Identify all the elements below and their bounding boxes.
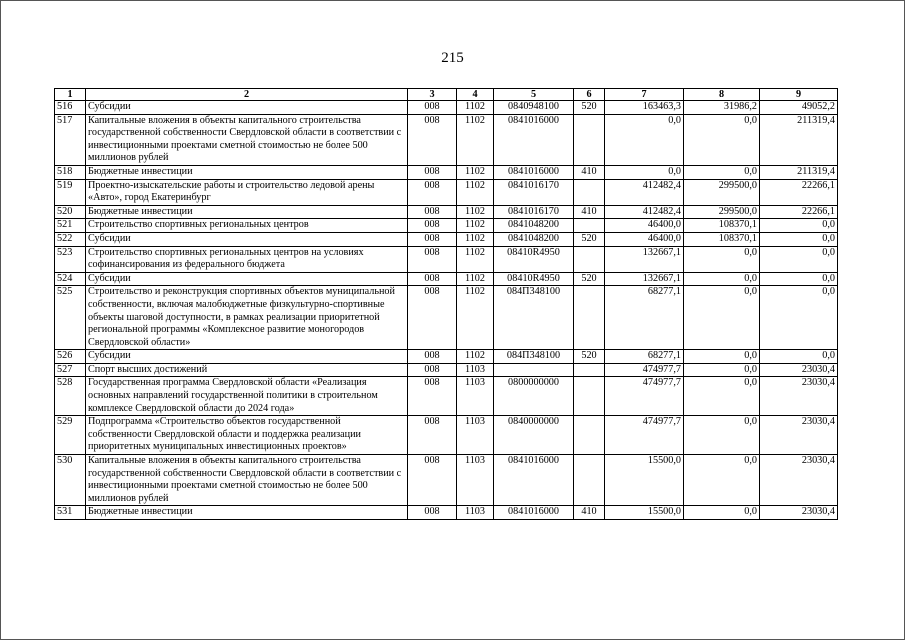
amount-col7: 46400,0	[605, 232, 684, 246]
row-number: 525	[55, 286, 86, 350]
item-name: Капитальные вложения в объекты капитального строительства государственной собственности Свердловской области в соответствии с инвестиционными проектами сметной стоимостью не более 500 миллионов рублей	[86, 455, 408, 506]
ministry-code: 008	[408, 506, 457, 520]
section-code: 1102	[457, 205, 494, 219]
column-header-1: 1	[55, 89, 86, 101]
target-article-code: 0841016170	[494, 179, 574, 205]
amount-col7: 132667,1	[605, 246, 684, 272]
amount-col8: 0,0	[684, 350, 760, 364]
amount-col9: 23030,4	[760, 455, 838, 506]
table-row	[55, 350, 838, 364]
section-code: 1102	[457, 114, 494, 165]
target-article-code: 0841016000	[494, 165, 574, 179]
table-row	[55, 286, 838, 350]
row-number: 520	[55, 205, 86, 219]
table-body	[55, 101, 838, 520]
row-number: 529	[55, 416, 86, 455]
target-article-code: 0840000000	[494, 416, 574, 455]
amount-col7: 412482,4	[605, 205, 684, 219]
expense-type-code	[574, 114, 605, 165]
target-article-code: 0841016000	[494, 114, 574, 165]
table-row	[55, 506, 838, 520]
item-name: Строительство спортивных региональных центров	[86, 219, 408, 233]
row-number: 521	[55, 219, 86, 233]
amount-col8: 299500,0	[684, 205, 760, 219]
amount-col8: 0,0	[684, 286, 760, 350]
expense-type-code	[574, 377, 605, 416]
column-header-7: 7	[605, 89, 684, 101]
row-number: 524	[55, 272, 86, 286]
amount-col9: 0,0	[760, 232, 838, 246]
amount-col7: 132667,1	[605, 272, 684, 286]
table-row	[55, 232, 838, 246]
target-article-code: 0840948100	[494, 101, 574, 115]
amount-col8: 0,0	[684, 416, 760, 455]
amount-col8: 0,0	[684, 272, 760, 286]
amount-col9: 0,0	[760, 246, 838, 272]
amount-col9: 0,0	[760, 272, 838, 286]
amount-col9: 23030,4	[760, 377, 838, 416]
section-code: 1102	[457, 179, 494, 205]
amount-col8: 108370,1	[684, 232, 760, 246]
ministry-code: 008	[408, 416, 457, 455]
amount-col9: 23030,4	[760, 363, 838, 377]
amount-col7: 474977,7	[605, 363, 684, 377]
target-article-code: 0841016170	[494, 205, 574, 219]
row-number: 523	[55, 246, 86, 272]
expense-type-code: 520	[574, 350, 605, 364]
table-row	[55, 101, 838, 115]
table-row	[55, 179, 838, 205]
amount-col8: 0,0	[684, 165, 760, 179]
row-number: 518	[55, 165, 86, 179]
table-row	[55, 114, 838, 165]
item-name: Субсидии	[86, 101, 408, 115]
amount-col9: 22266,1	[760, 179, 838, 205]
amount-col9: 0,0	[760, 286, 838, 350]
target-article-code: 0841016000	[494, 506, 574, 520]
table-row	[55, 416, 838, 455]
table-row	[55, 205, 838, 219]
expense-type-code: 410	[574, 506, 605, 520]
target-article-code: 0841016000	[494, 455, 574, 506]
ministry-code: 008	[408, 455, 457, 506]
amount-col7: 15500,0	[605, 455, 684, 506]
row-number: 527	[55, 363, 86, 377]
item-name: Государственная программа Свердловской области «Реализация основных направлений государственной политики в строительном комплексе Свердловской области до 2024 года»	[86, 377, 408, 416]
ministry-code: 008	[408, 219, 457, 233]
target-article-code	[494, 363, 574, 377]
amount-col8: 0,0	[684, 455, 760, 506]
column-header-8: 8	[684, 89, 760, 101]
ministry-code: 008	[408, 114, 457, 165]
section-code: 1102	[457, 165, 494, 179]
item-name: Субсидии	[86, 232, 408, 246]
amount-col7: 474977,7	[605, 377, 684, 416]
row-number: 522	[55, 232, 86, 246]
expense-type-code	[574, 286, 605, 350]
column-header-3: 3	[408, 89, 457, 101]
ministry-code: 008	[408, 350, 457, 364]
row-number: 530	[55, 455, 86, 506]
section-code: 1102	[457, 286, 494, 350]
item-name: Капитальные вложения в объекты капитального строительства государственной собственности Свердловской области в соответствии с инвестиционными проектами сметной стоимостью не более 500 миллионов рублей	[86, 114, 408, 165]
ministry-code: 008	[408, 165, 457, 179]
amount-col8: 31986,2	[684, 101, 760, 115]
target-article-code: 084П348100	[494, 286, 574, 350]
row-number: 526	[55, 350, 86, 364]
target-article-code: 0841048200	[494, 232, 574, 246]
section-code: 1103	[457, 363, 494, 377]
amount-col9: 22266,1	[760, 205, 838, 219]
table-row	[55, 377, 838, 416]
ministry-code: 008	[408, 205, 457, 219]
section-code: 1102	[457, 246, 494, 272]
item-name: Проектно-изыскательские работы и строительство ледовой арены «Авто», город Екатеринбург	[86, 179, 408, 205]
table-row	[55, 165, 838, 179]
section-code: 1103	[457, 506, 494, 520]
section-code: 1102	[457, 219, 494, 233]
row-number: 519	[55, 179, 86, 205]
target-article-code: 0841048200	[494, 219, 574, 233]
ministry-code: 008	[408, 272, 457, 286]
column-header-2: 2	[86, 89, 408, 101]
section-code: 1102	[457, 101, 494, 115]
expense-type-code: 520	[574, 272, 605, 286]
section-code: 1102	[457, 272, 494, 286]
page-number: 215	[441, 50, 464, 66]
column-header-5: 5	[494, 89, 574, 101]
budget-table	[54, 88, 838, 520]
expense-type-code	[574, 416, 605, 455]
amount-col7: 15500,0	[605, 506, 684, 520]
table-header-row	[55, 89, 838, 101]
amount-col9: 0,0	[760, 219, 838, 233]
row-number: 516	[55, 101, 86, 115]
amount-col8: 0,0	[684, 377, 760, 416]
amount-col7: 68277,1	[605, 286, 684, 350]
item-name: Подпрограмма «Строительство объектов государственной собственности Свердловской области и поддержка реализации приоритетных муниципальных инвестиционных проектов»	[86, 416, 408, 455]
section-code: 1103	[457, 455, 494, 506]
section-code: 1102	[457, 232, 494, 246]
item-name: Бюджетные инвестиции	[86, 205, 408, 219]
amount-col8: 299500,0	[684, 179, 760, 205]
amount-col7: 0,0	[605, 114, 684, 165]
table-row	[55, 455, 838, 506]
row-number: 531	[55, 506, 86, 520]
ministry-code: 008	[408, 246, 457, 272]
item-name: Строительство спортивных региональных центров на условиях софинансирования из федерального бюджета	[86, 246, 408, 272]
expense-type-code	[574, 179, 605, 205]
ministry-code: 008	[408, 377, 457, 416]
table-row	[55, 363, 838, 377]
item-name: Субсидии	[86, 272, 408, 286]
table-row	[55, 246, 838, 272]
expense-type-code	[574, 246, 605, 272]
amount-col7: 163463,3	[605, 101, 684, 115]
section-code: 1103	[457, 416, 494, 455]
row-number: 528	[55, 377, 86, 416]
amount-col9: 211319,4	[760, 165, 838, 179]
amount-col8: 0,0	[684, 506, 760, 520]
amount-col8: 108370,1	[684, 219, 760, 233]
ministry-code: 008	[408, 101, 457, 115]
expense-type-code: 520	[574, 232, 605, 246]
amount-col7: 0,0	[605, 165, 684, 179]
amount-col7: 46400,0	[605, 219, 684, 233]
amount-col7: 474977,7	[605, 416, 684, 455]
item-name: Бюджетные инвестиции	[86, 506, 408, 520]
column-header-4: 4	[457, 89, 494, 101]
item-name: Субсидии	[86, 350, 408, 364]
ministry-code: 008	[408, 179, 457, 205]
target-article-code: 084П348100	[494, 350, 574, 364]
row-number: 517	[55, 114, 86, 165]
amount-col9: 49052,2	[760, 101, 838, 115]
amount-col7: 412482,4	[605, 179, 684, 205]
amount-col8: 0,0	[684, 246, 760, 272]
expense-type-code	[574, 455, 605, 506]
section-code: 1103	[457, 377, 494, 416]
expense-type-code: 410	[574, 165, 605, 179]
amount-col9: 0,0	[760, 350, 838, 364]
amount-col8: 0,0	[684, 363, 760, 377]
expense-type-code: 410	[574, 205, 605, 219]
amount-col7: 68277,1	[605, 350, 684, 364]
table-row	[55, 219, 838, 233]
target-article-code: 0800000000	[494, 377, 574, 416]
column-header-9: 9	[760, 89, 838, 101]
item-name: Спорт высших достижений	[86, 363, 408, 377]
column-header-6: 6	[574, 89, 605, 101]
table-row	[55, 272, 838, 286]
item-name: Бюджетные инвестиции	[86, 165, 408, 179]
amount-col8: 0,0	[684, 114, 760, 165]
amount-col9: 23030,4	[760, 506, 838, 520]
ministry-code: 008	[408, 363, 457, 377]
expense-type-code	[574, 363, 605, 377]
item-name: Строительство и реконструкция спортивных объектов муниципальной собственности, включая малобюджетные физкультурно-спортивные объекты шаговой доступности, в рамках реализации приоритетной региональной программы «Комплексное развитие моногородов Свердловской области»	[86, 286, 408, 350]
expense-type-code	[574, 219, 605, 233]
target-article-code: 08410R4950	[494, 246, 574, 272]
target-article-code: 08410R4950	[494, 272, 574, 286]
amount-col9: 23030,4	[760, 416, 838, 455]
ministry-code: 008	[408, 232, 457, 246]
expense-type-code: 520	[574, 101, 605, 115]
ministry-code: 008	[408, 286, 457, 350]
amount-col9: 211319,4	[760, 114, 838, 165]
section-code: 1102	[457, 350, 494, 364]
